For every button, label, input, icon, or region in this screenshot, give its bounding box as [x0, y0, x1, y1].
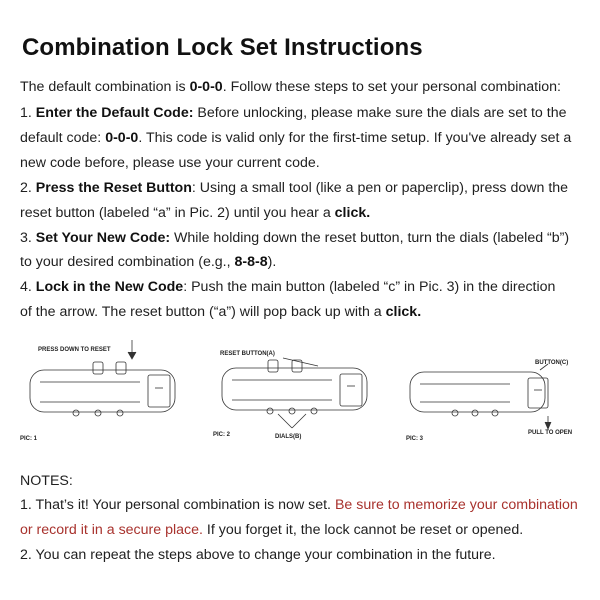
pic-3-lock [410, 364, 551, 429]
step-4-line-2: of the arrow. The reset button (“a”) will pop back up with a click. [20, 304, 422, 320]
intro-line: The default combination is 0-0-0. Follow these steps to set your personal combination: [20, 79, 561, 95]
step-3-line-1: 3. Set Your New Code: While holding down the reset button, turn the dials (labeled “b”) [20, 230, 570, 246]
pic-3-label: PIC: 3 [406, 436, 424, 442]
pic-2-callout-reset: RESET BUTTON(A) [220, 351, 275, 357]
page-title: Combination Lock Set Instructions [22, 34, 423, 61]
pic-3-callout-button: BUTTON(C) [535, 360, 569, 366]
note-1-line-1: 1. That’s it! Your personal combination is now set. Be sure to memorize your combination [20, 497, 578, 513]
step-1-line-1: 1. Enter the Default Code: Before unlocking, please make sure the dials are set to the [20, 105, 567, 121]
step-4-line-1: 4. Lock in the New Code: Push the main button (labeled “c” in Pic. 3) in the direction [20, 279, 556, 295]
pic-1-label: PIC: 1 [20, 436, 38, 442]
pic-1-callout: PRESS DOWN TO RESET [38, 347, 111, 353]
pic-3-callout-pull: PULL TO OPEN [528, 430, 573, 436]
step-1-line-2: default code: 0-0-0. This code is valid only for the first-time setup. If you've already set a [20, 130, 572, 146]
note-1-line-2: or record it in a secure place. If you forget it, the lock cannot be reset or opened. [20, 522, 524, 538]
notes-heading: NOTES: [20, 473, 73, 489]
pic-2-label: PIC: 2 [213, 432, 231, 438]
pic-2-lock [222, 358, 367, 428]
lock-diagram-svg [0, 330, 600, 450]
pic-2-callout-dials: DIALS(B) [275, 434, 302, 440]
step-1-line-3: new code before, please use your current code. [20, 155, 320, 171]
step-2-line-1: 2. Press the Reset Button: Using a small tool (like a pen or paperclip), press down the [20, 180, 569, 196]
step-3-line-2: to your desired combination (e.g., 8-8-8). [20, 254, 277, 270]
step-2-line-2: reset button (labeled “a” in Pic. 2) until you hear a click. [20, 205, 371, 221]
note-2-line: 2. You can repeat the steps above to change your combination in the future. [20, 547, 496, 563]
lock-diagram [0, 330, 600, 450]
